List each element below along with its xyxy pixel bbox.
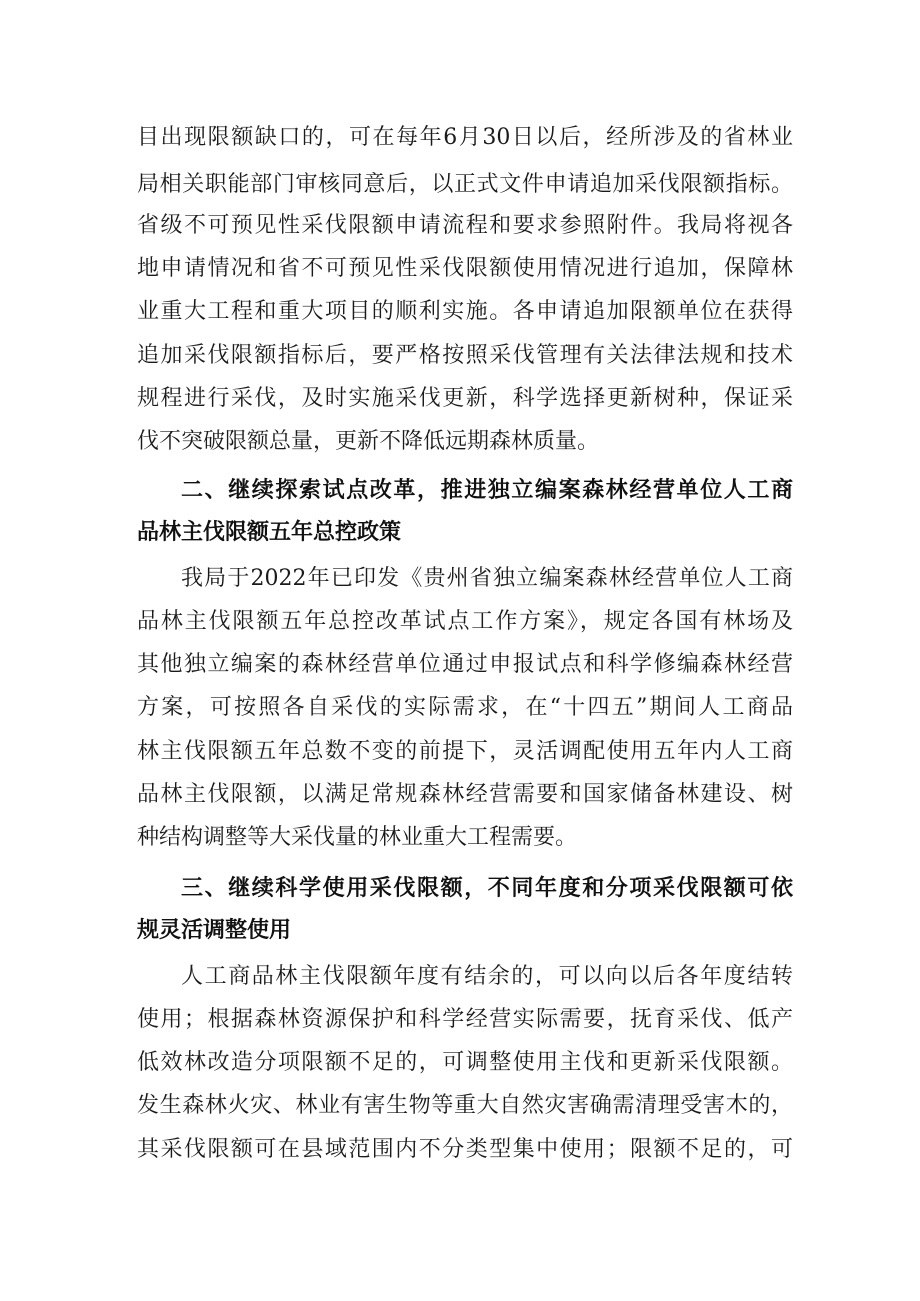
heading-line: 三、继续科学使用采伐限额，不同年度和分项采伐限额可依	[181, 876, 793, 901]
text-line: 使用；根据森林资源保护和科学经营实际需要，抚育采伐、低产	[137, 1007, 793, 1032]
heading-line: 二、继续探索试点改革，推进独立编案森林经营单位人工商	[181, 478, 793, 503]
text-line: 追加采伐限额指标后，要严格按照采伐管理有关法律法规和技术	[137, 343, 793, 368]
text-line: 目出现限额缺口的，可在每年6月30日以后，经所涉及的省林业	[137, 125, 793, 150]
text-line: 品林主伐限额，以满足常规森林经营需要和国家储备林建设、树	[137, 782, 793, 807]
text-line: 品林主伐限额五年总控改革试点工作方案》，规定各国有林场及	[137, 609, 793, 634]
text-line: 规程进行采伐，及时实施采伐更新，科学选择更新树种，保证采	[137, 386, 793, 411]
text-line: 其他独立编案的森林经营单位通过申报试点和科学修编森林经营	[137, 652, 793, 677]
text-line: 林主伐限额五年总数不变的前提下，灵活调配使用五年内人工商	[137, 739, 793, 764]
heading-line: 品林主伐限额五年总控政策	[137, 520, 402, 545]
text-line: 低效林改造分项限额不足的，可调整使用主伐和更新采伐限额。	[137, 1050, 793, 1075]
text-line: 省级不可预见性采伐限额申请流程和要求参照附件。我局将视各	[137, 213, 793, 238]
text-line: 我局于2022年已印发《贵州省独立编案森林经营单位人工商	[181, 566, 793, 591]
text-line: 种结构调整等大采伐量的林业重大工程需要。	[137, 825, 578, 850]
text-line: 人工商品林主伐限额年度有结余的，可以向以后各年度结转	[181, 964, 793, 989]
text-line: 地申请情况和省不可预见性采伐限额使用情况进行追加，保障林	[137, 256, 793, 281]
text-line: 方案，可按照各自采伐的实际需求，在“十四五”期间人工商品	[137, 695, 793, 720]
text-line: 局相关职能部门审核同意后，以正式文件申请追加采伐限额指标。	[137, 172, 793, 197]
heading-line: 规灵活调整使用	[137, 918, 292, 943]
text-line: 伐不突破限额总量，更新不降低远期森林质量。	[137, 429, 600, 454]
text-line: 发生森林火灾、林业有害生物等重大自然灾害确需清理受害木的，	[137, 1093, 793, 1118]
text-line: 其采伐限额可在县域范围内不分类型集中使用；限额不足的，可	[137, 1137, 793, 1162]
text-line: 业重大工程和重大项目的顺利实施。各申请追加限额单位在获得	[137, 299, 793, 324]
